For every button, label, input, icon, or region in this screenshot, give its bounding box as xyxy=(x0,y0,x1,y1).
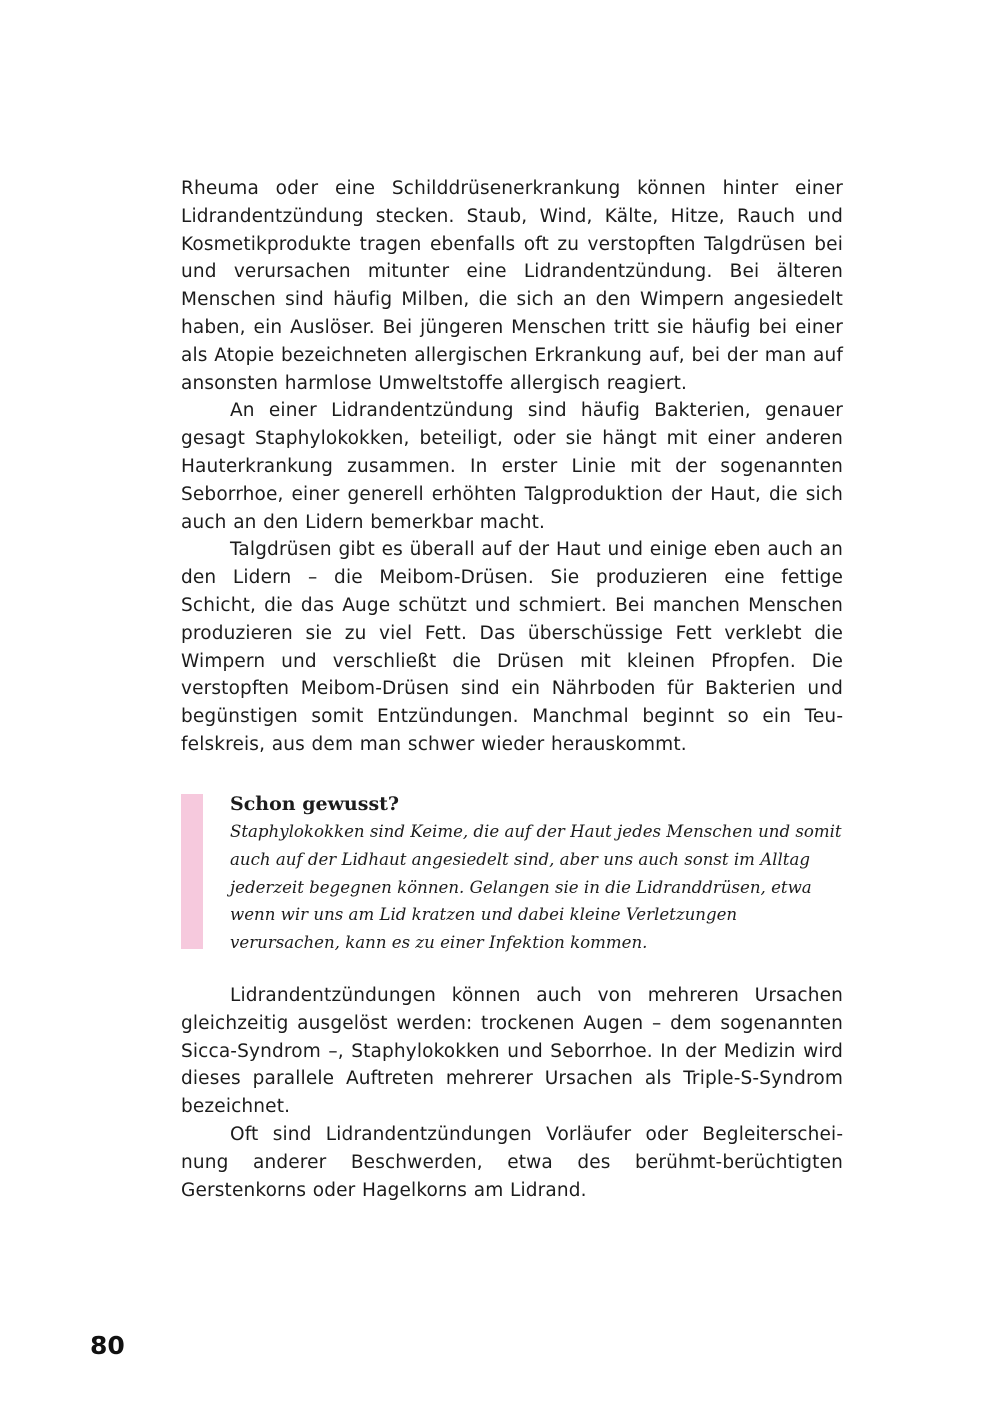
body-text-bottom xyxy=(181,982,843,1204)
paragraph: Oft sind Lidrandentzündungen Vorläufer oder Begleiterscheinung anderer Beschwerden, etwa des berühmt-berüchtigten Gerstenkorns oder Hagelkorns am Lidrand. xyxy=(181,1123,843,1201)
info-box xyxy=(181,792,843,953)
body-text-top xyxy=(181,175,843,759)
paragraph: Lidrandentzündungen können auch von mehreren Ursachen gleichzeitig ausgelöst werden: trockenen Augen – dem sogenannten Sicca-Syndrom –, Staphylokokken und Seborrhoe. In der Medizin wird dieses parallele Auftreten mehrerer Ursachen als Triple-S-Syndrom bezeichnet. xyxy=(181,985,843,1118)
paragraph: Talgdrüsen gibt es überall auf der Haut und einige eben auch an den Lidern – die Meibom-Drüsen. Sie produzieren eine fettige Schicht, die das Auge schützt und schmiert. Bei manchen Menschen produzieren sie zu viel Fett. Das überschüssige Fett verklebt die Wimpern und verschließt die Drüsen mit kleinen Pfropfen. Die verstopften Meibom-Drüsen sind ein Nährboden für Bakterien und begünstigen somit Entzündungen. Manchmal beginnt so ein Teufelskreis, aus dem man schwer wieder herauskommt. xyxy=(181,539,843,755)
info-box-accent-bar xyxy=(181,794,203,949)
paragraph: An einer Lidrandentzündung sind häufig Bakterien, genauer gesagt Staphylokokken, beteiligt, oder sie hängt mit einer anderen Hauterkrankung zusammen. In erster Linie mit der sogenannten Seborrhoe, einer generell erhöhten Talgproduktion der Haut, die sich auch an den Lidern bemerkbar macht. xyxy=(181,400,843,533)
info-box-text: Staphylokokken sind Keime, die auf der Haut jedes Menschen und somit auch auf der Lidhaut angesiedelt sind, aber uns auch sonst im Alltag jederzeit begegnen können. Gelangen sie in die Lidranddrüsen, etwa wenn wir uns am Lid kratzen und dabei kleine Verletzungen verursachen, kann es zu einer Infektion kommen. xyxy=(230,822,842,953)
info-box-title: Schon gewusst? xyxy=(230,793,400,815)
page-number: 80 xyxy=(90,1331,125,1360)
paragraph: Rheuma oder eine Schilddrüsenerkrankung können hinter einer Lidrandentzündung stecken. Staub, Wind, Kälte, Hitze, Rauch und Kosmetikprodukte tragen ebenfalls oft zu verstopften Talgdrüsen bei und verursachen mitunter eine Lidrandentzündung. Bei älteren Menschen sind häufig Milben, die sich an den Wimpern angesiedelt haben, ein Auslöser. Bei jüngeren Menschen tritt sie häufig bei einer als Atopie bezeichneten allergischen Erkrankung auf, bei der man auf ansonsten harmlose Umweltstoffe allergisch reagiert. xyxy=(181,178,843,394)
